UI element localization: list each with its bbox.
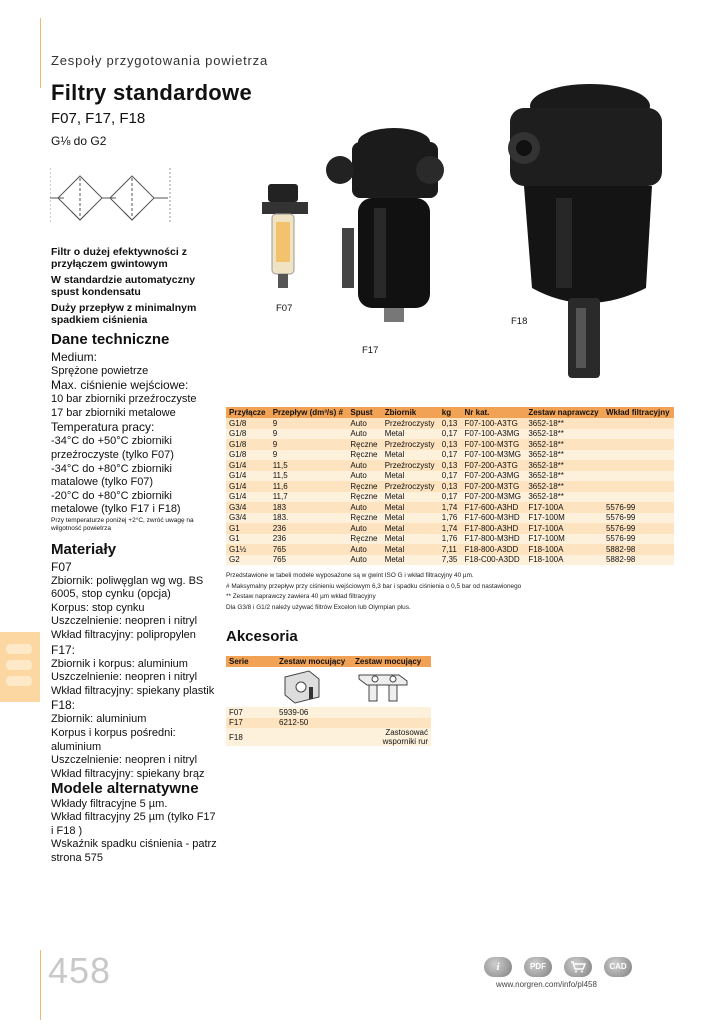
column-header: Zestaw mocujący	[352, 656, 431, 667]
table-cell: 765	[270, 555, 348, 566]
table-cell: 3652-18**	[525, 429, 603, 440]
table-cell: Przeźroczysty	[382, 481, 439, 492]
table-cell: F17-800-A3HD	[462, 523, 526, 534]
column-header: Zestaw naprawczy	[525, 407, 603, 418]
table-cell: F07-100-M3MG	[462, 450, 526, 461]
column-header: Przyłącze	[226, 407, 270, 418]
accessories-header	[226, 656, 431, 667]
table-cell: Ręczne	[347, 513, 381, 524]
table-cell: 3652-18**	[525, 450, 603, 461]
column-header: kg	[439, 407, 462, 418]
table-cell: 236	[270, 523, 348, 534]
table-cell: 0,17	[439, 471, 462, 482]
column-header: Serie	[226, 656, 276, 667]
table-cell: Przeźroczysty	[382, 439, 439, 450]
table-cell: 5576-99	[603, 523, 674, 534]
table-cell	[603, 450, 674, 461]
f17-filter-image	[318, 118, 458, 338]
table-row	[226, 429, 674, 440]
pdf-icon[interactable]: PDF	[524, 957, 552, 977]
table-cell: F07-200-A3MG	[462, 471, 526, 482]
table-cell: Auto	[347, 544, 381, 555]
table-cell: F07-100-A3TG	[462, 418, 526, 429]
table-cell: F07-100-A3MG	[462, 429, 526, 440]
table-cell: 183.	[270, 513, 348, 524]
table-cell: 0,13	[439, 439, 462, 450]
column-header: Zestaw mocujący	[276, 656, 352, 667]
margin-line-top	[40, 18, 41, 88]
table-row	[226, 492, 674, 503]
table-cell: 5576-99	[603, 534, 674, 545]
accessory-row	[226, 707, 431, 718]
table-cell: G3/4	[226, 513, 270, 524]
medium-value: Sprężone powietrze	[51, 364, 149, 377]
model-list: F07, F17, F18	[51, 110, 146, 127]
column-header: Nr kat.	[462, 407, 526, 418]
table-cell: Metal	[382, 555, 439, 566]
table-cell: G1/4	[226, 471, 270, 482]
table-cell: 11,5	[270, 471, 348, 482]
table-cell: 0,17	[439, 450, 462, 461]
table-cell: Auto	[347, 429, 381, 440]
table-row	[226, 450, 674, 461]
column-header: Zbiornik	[382, 407, 439, 418]
table-cell: 1,76	[439, 534, 462, 545]
table-cell: G1/8	[226, 418, 270, 429]
table-cell: 5576-99	[603, 502, 674, 513]
table-cell: Metal	[382, 544, 439, 555]
table-cell: 5882-98	[603, 555, 674, 566]
table-cell: G1/4	[226, 460, 270, 471]
f17-caption: F17	[362, 345, 379, 356]
table-cell: F07-200-M3TG	[462, 481, 526, 492]
table-cell: G2	[226, 555, 270, 566]
table-cell: 0,17	[439, 429, 462, 440]
material-item: Uszczelnienie: neopren i nitryl	[51, 754, 198, 767]
table-cell: Auto	[347, 460, 381, 471]
table-cell	[276, 728, 352, 746]
table-cell: 5882-98	[603, 544, 674, 555]
pipe-bracket-icon	[355, 667, 415, 705]
alternative-models	[51, 782, 221, 866]
table-notes	[226, 571, 686, 613]
table-row	[226, 439, 674, 450]
table-cell: 183	[270, 502, 348, 513]
table-cell: F17-600-M3HD	[462, 513, 526, 524]
table-cell: Przeźroczysty	[382, 418, 439, 429]
material-item: Zbiornik i korpus: aluminium	[51, 657, 188, 670]
material-item: Korpus i korpus pośredni: aluminium	[51, 726, 176, 753]
table-row	[226, 418, 674, 429]
table-cell: 3652-18**	[525, 460, 603, 471]
table-cell: Auto	[347, 502, 381, 513]
table-cell: Metal	[382, 492, 439, 503]
note: Dla G3/8 i G1/2 należy używać filtrów Excelon lub Olympian plus.	[226, 603, 411, 611]
table-cell: Metal	[382, 450, 439, 461]
table-cell	[603, 418, 674, 429]
table-cell: F07-200-M3MG	[462, 492, 526, 503]
filter-symbols-icon	[50, 168, 210, 228]
cad-icon[interactable]: CAD	[604, 957, 632, 977]
table-cell: 3652-18**	[525, 418, 603, 429]
table-row	[226, 523, 674, 534]
temperature-value: -34°C do +50°C zbiorniki przeźroczyste (tylko F07)	[51, 435, 174, 461]
table-cell: 9	[270, 439, 348, 450]
table-cell: 9	[270, 418, 348, 429]
technical-data	[51, 333, 221, 533]
table-cell	[603, 481, 674, 492]
table-cell: Ręczne	[347, 450, 381, 461]
table-cell: Metal	[382, 502, 439, 513]
table-cell: 7,35	[439, 555, 462, 566]
material-item: Zbiornik: poliwęglan wg wg. BS 6005, stop cynku (opcja)	[51, 574, 204, 601]
feature-item: Duży przepływ z minimalnym spadkiem ciśnienia	[51, 302, 197, 326]
table-cell	[603, 492, 674, 503]
table-cell	[352, 707, 431, 718]
f18-label: F18:	[51, 698, 76, 713]
table-cell: G1	[226, 534, 270, 545]
material-item: Uszczelnienie: neopren i nitryl	[51, 615, 198, 628]
note: ** Zestaw naprawczy zawiera 40 µm wkład filtracyjny	[226, 593, 376, 600]
port-size-range: G⅛ do G2	[51, 134, 107, 148]
table-cell: Metal	[382, 523, 439, 534]
f18-caption: F18	[511, 316, 528, 327]
table-cell: G1½	[226, 544, 270, 555]
material-item: Uszczelnienie: neopren i nitryl	[51, 671, 198, 684]
feature-item: Filtr o dużej efektywności z przyłączem gwintowym	[51, 246, 187, 270]
f18-filter-image	[496, 78, 671, 388]
table-cell: G1/8	[226, 439, 270, 450]
table-cell: F18-100A	[525, 544, 603, 555]
f07-label: F07	[51, 559, 72, 574]
table-row	[226, 513, 674, 524]
table-cell: 0,17	[439, 492, 462, 503]
material-item: Korpus: stop cynku	[51, 601, 145, 614]
column-header: Spust	[347, 407, 381, 418]
material-item: Zbiornik: aluminium	[51, 713, 147, 726]
temperature-value: -34°C do +80°C zbiorniki matalowe (tylko F07)	[51, 462, 172, 489]
alternative-item: Wkłady filtracyjne 5 µm.	[51, 797, 168, 810]
material-item: Wkład filtracyjny: spiekany brąz	[51, 767, 205, 780]
table-cell: 0,13	[439, 418, 462, 429]
table-cell: F18	[226, 728, 276, 746]
table-cell: G1/4	[226, 481, 270, 492]
alternatives-heading: Modele alternatywne	[51, 780, 199, 797]
table-cell: Ręczne	[347, 492, 381, 503]
spec-table-header	[226, 407, 674, 418]
table-row	[226, 502, 674, 513]
table-cell: G1/8	[226, 429, 270, 440]
table-cell: 9	[270, 429, 348, 440]
table-cell: 3652-18**	[525, 481, 603, 492]
table-cell: 5576-99	[603, 513, 674, 524]
table-row	[226, 555, 674, 566]
temperature-value: -20°C do +80°C zbiorniki metalowe (tylko F17 i F18)	[51, 489, 181, 516]
footer-url[interactable]: www.norgren.com/info/pl458	[496, 980, 597, 989]
table-cell: F18-C00-A3DD	[462, 555, 526, 566]
temperature-label: Temperatura pracy:	[51, 420, 155, 435]
note: # Maksymalny przepływ przy ciśnieniu wejściowym 6,3 bar i spadku ciśnienia o 0,5 bar od nastawionego	[226, 582, 522, 590]
temperature-note: Przy temperaturze poniżej +2°C, zwróć uwagę na wilgotność powietrza	[51, 516, 194, 532]
table-cell: 3652-18**	[525, 471, 603, 482]
table-row	[226, 460, 674, 471]
section-title: Zespoły przygotowania powietrza	[51, 53, 269, 68]
table-cell: F17-100A	[525, 502, 603, 513]
table-cell: Auto	[347, 555, 381, 566]
table-cell: Metal	[382, 429, 439, 440]
table-cell: Przeźroczysty	[382, 460, 439, 471]
materials-heading: Materiały	[51, 541, 117, 558]
accessory-row	[226, 718, 431, 729]
table-row	[226, 471, 674, 482]
material-item: Wkład filtracyjny: spiekany plastik	[51, 684, 215, 697]
table-cell: Auto	[347, 471, 381, 482]
mounting-bracket-icon	[279, 667, 325, 705]
accessory-images	[226, 667, 431, 707]
table-cell: F07	[226, 707, 276, 718]
table-cell: 11,7	[270, 492, 348, 503]
feature-list	[51, 246, 221, 330]
info-icon[interactable]: i	[484, 957, 512, 977]
table-cell: Ręczne	[347, 439, 381, 450]
table-cell: F17-800-M3HD	[462, 534, 526, 545]
table-cell	[603, 439, 674, 450]
table-cell: G1/4	[226, 492, 270, 503]
table-cell	[603, 471, 674, 482]
side-tab-marker	[0, 632, 40, 702]
table-cell: G3/4	[226, 502, 270, 513]
footer-icons	[484, 957, 636, 979]
table-cell: 0,13	[439, 481, 462, 492]
accessory-row	[226, 728, 431, 746]
table-cell: 1,74	[439, 523, 462, 534]
cart-icon[interactable]	[564, 957, 592, 977]
table-cell: F17-100A	[525, 523, 603, 534]
table-row	[226, 534, 674, 545]
column-header: Przepływ (dm³/s) #	[270, 407, 348, 418]
table-cell: 5939-06	[276, 707, 352, 718]
table-cell: 0,13	[439, 460, 462, 471]
table-cell: F17-100M	[525, 534, 603, 545]
table-cell: 236	[270, 534, 348, 545]
table-cell: 765	[270, 544, 348, 555]
f17-label: F17:	[51, 642, 76, 657]
table-cell: 11,6	[270, 481, 348, 492]
table-cell: Ręczne	[347, 534, 381, 545]
table-cell: F07-100-M3TG	[462, 439, 526, 450]
table-cell: F17-100M	[525, 513, 603, 524]
table-cell: G1	[226, 523, 270, 534]
table-cell: Ręczne	[347, 481, 381, 492]
technical-data-heading: Dane techniczne	[51, 331, 170, 348]
table-cell: Metal	[382, 471, 439, 482]
table-cell	[603, 460, 674, 471]
spec-table	[226, 407, 674, 565]
page-number: 458	[48, 950, 112, 991]
table-cell: Zastosować wsporniki rur	[352, 728, 431, 746]
table-cell: F17	[226, 718, 276, 729]
note: Przedstawione w tabeli modele wyposażone są w gwint ISO G i wkład filtracyjny 40 µm.	[226, 572, 474, 579]
feature-item: W standardzie automatyczny spust kondensatu	[51, 274, 196, 298]
table-cell: 11,5	[270, 460, 348, 471]
table-cell: F07-200-A3TG	[462, 460, 526, 471]
column-header: Wkład filtracyjny	[603, 407, 674, 418]
table-cell: Metal	[382, 534, 439, 545]
table-cell: F18-800-A3DD	[462, 544, 526, 555]
table-cell: Auto	[347, 523, 381, 534]
pressure-value: 10 bar zbiorniki przeźroczyste	[51, 393, 197, 406]
material-item: Wkład filtracyjny: polipropylen	[51, 628, 196, 641]
accessories-heading: Akcesoria	[226, 628, 298, 645]
f07-filter-image	[260, 182, 310, 302]
table-cell: 1,76	[439, 513, 462, 524]
table-cell: Metal	[382, 513, 439, 524]
accessories-table	[226, 656, 431, 746]
table-cell: 3652-18**	[525, 492, 603, 503]
table-cell: F17-600-A3HD	[462, 502, 526, 513]
materials	[51, 543, 221, 781]
table-cell: G1/8	[226, 450, 270, 461]
medium-label: Medium:	[51, 349, 98, 364]
margin-line-bottom	[40, 950, 41, 1020]
alternative-item: Wkład filtracyjny 25 µm (tylko F17 i F18 )	[51, 811, 216, 837]
table-row	[226, 481, 674, 492]
table-cell: 7,11	[439, 544, 462, 555]
table-cell: 3652-18**	[525, 439, 603, 450]
table-cell: Auto	[347, 418, 381, 429]
alternative-item: Wskaźnik spadku ciśnienia - patrz strona 575	[51, 838, 217, 864]
page-title: Filtry standardowe	[51, 80, 252, 105]
pressure-label: Max. ciśnienie wejściowe:	[51, 378, 189, 393]
table-cell: 9	[270, 450, 348, 461]
table-cell	[352, 718, 431, 729]
table-cell: 6212-50	[276, 718, 352, 729]
table-cell: 1,74	[439, 502, 462, 513]
table-cell	[603, 429, 674, 440]
table-row	[226, 544, 674, 555]
f07-caption: F07	[276, 303, 293, 314]
pressure-value: 17 bar zbiorniki metalowe	[51, 406, 176, 419]
table-cell: F18-100A	[525, 555, 603, 566]
